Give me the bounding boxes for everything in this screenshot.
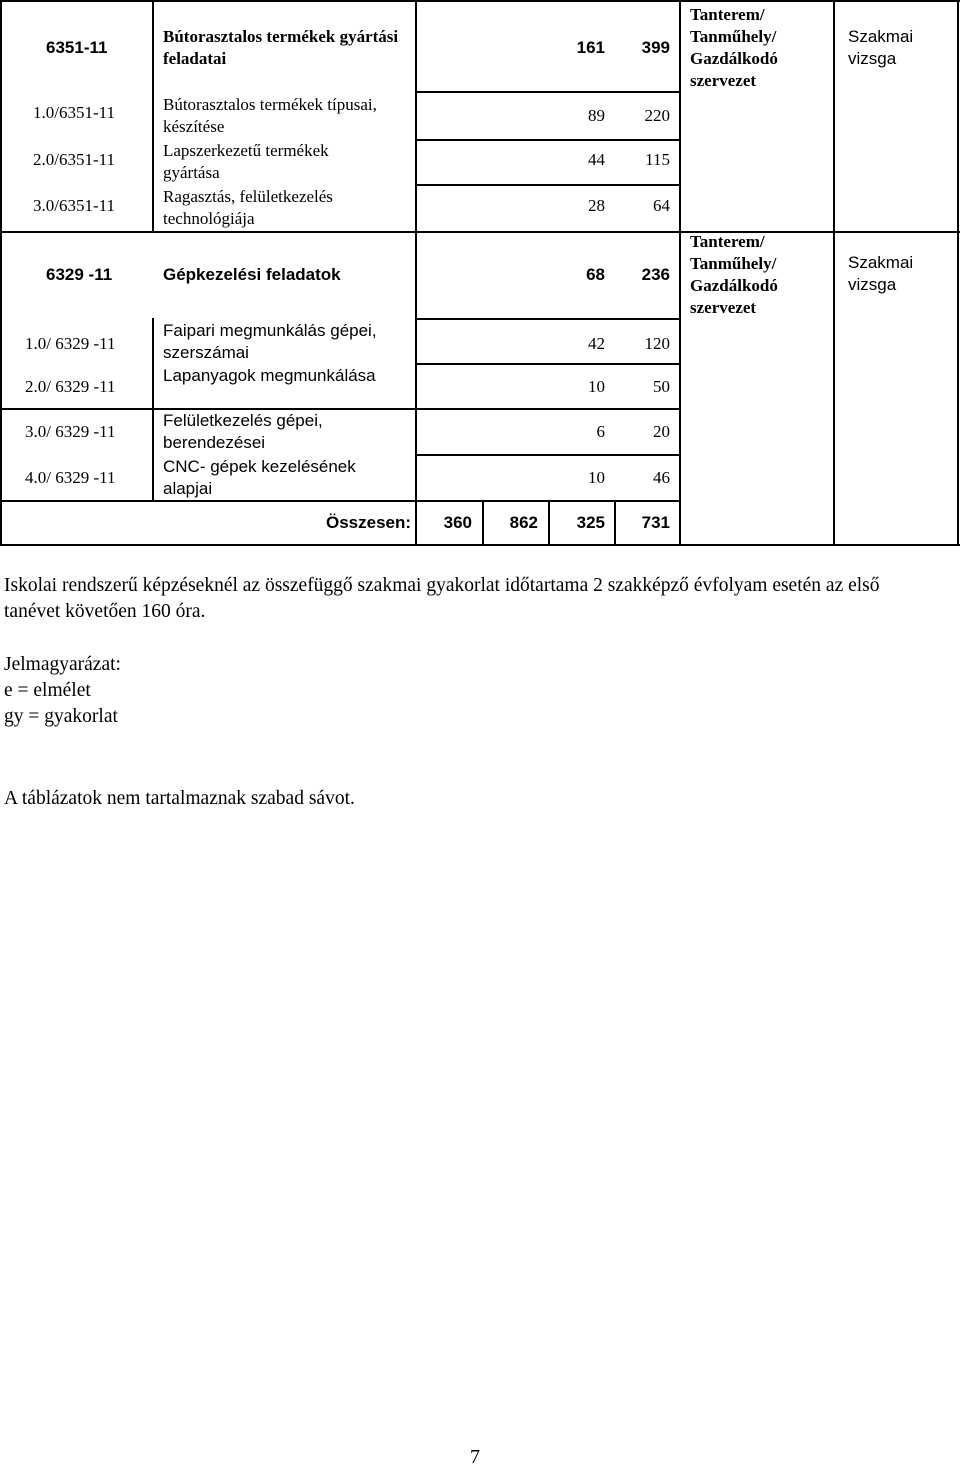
hours-value: 6 <box>596 422 605 441</box>
col-divider <box>614 500 616 546</box>
row-divider <box>415 363 681 365</box>
hours-value: 64 <box>653 196 670 215</box>
hours-value: 10 <box>588 377 605 396</box>
hours-value: 161 <box>576 38 605 57</box>
table-border-bottom <box>0 544 960 546</box>
legend-title: Jelmagyarázat: <box>4 654 121 675</box>
col-divider <box>548 500 550 546</box>
hours-value: 42 <box>588 334 605 353</box>
topic-code: 3.0/6351-11 <box>33 196 116 215</box>
row-divider <box>415 318 681 320</box>
module-title: Bútorasztalos termékek gyártási feladatai <box>163 27 399 68</box>
topic-title: CNC- gépek kezelésének alapjai <box>163 457 356 498</box>
hours-value: 28 <box>588 196 605 215</box>
topic-code: 2.0/6351-11 <box>33 150 116 169</box>
module-code: 6329 -11 <box>46 265 113 284</box>
hours-value: 44 <box>588 150 605 169</box>
hours-value: 46 <box>653 468 670 487</box>
topic-title: Ragasztás, felületkezelés technológiája <box>163 187 333 228</box>
row-divider <box>415 454 681 456</box>
total-value: 360 <box>443 513 472 532</box>
legend-theory: e = elmélet <box>4 680 91 701</box>
exam-text: Szakmai vizsga <box>848 253 914 294</box>
hours-value: 220 <box>644 106 670 125</box>
row-divider <box>415 91 681 93</box>
row-divider <box>415 184 681 186</box>
topic-code: 4.0/ 6329 -11 <box>25 468 116 487</box>
topic-title: Lapszerkezetű termékek gyártása <box>163 141 329 182</box>
hours-value: 236 <box>641 265 670 284</box>
module-title: Gépkezelési feladatok <box>163 265 341 284</box>
table-border-right <box>957 0 959 546</box>
total-label: Összesen: <box>326 513 412 532</box>
location-text: Tanterem/ Tanműhely/ Gazdálkodó szervezet <box>690 5 778 90</box>
hours-value: 115 <box>645 150 670 169</box>
total-value: 731 <box>641 513 670 532</box>
hours-value: 10 <box>588 468 605 487</box>
exam-text: Szakmai vizsga <box>848 27 914 68</box>
col-divider <box>152 318 154 500</box>
col-divider <box>833 0 835 546</box>
topic-title: Faipari megmunkálás gépei, szerszámai <box>163 321 377 362</box>
legend-practice: gy = gyakorlat <box>4 706 118 727</box>
topic-title: Felületkezelés gépei, berendezései <box>163 411 323 452</box>
hours-value: 68 <box>586 265 605 284</box>
topic-code: 1.0/ 6329 -11 <box>25 334 116 353</box>
hours-value: 50 <box>653 377 670 396</box>
page-number: 7 <box>470 1446 480 1468</box>
total-value: 325 <box>576 513 605 532</box>
row-divider <box>0 500 681 502</box>
table-border-top <box>0 0 960 2</box>
topic-title: Bútorasztalos termékek típusai, készítése <box>163 95 377 136</box>
hours-value: 89 <box>588 106 605 125</box>
location-text: Tanterem/ Tanműhely/ Gazdálkodó szervezet <box>690 232 778 317</box>
topic-title: Lapanyagok megmunkálása <box>163 366 376 385</box>
col-divider <box>482 500 484 546</box>
topic-code: 2.0/ 6329 -11 <box>25 377 116 396</box>
hours-value: 120 <box>644 334 670 353</box>
row-divider <box>415 139 681 141</box>
total-value: 862 <box>509 513 538 532</box>
topic-code: 3.0/ 6329 -11 <box>25 422 116 441</box>
free-band-note: A táblázatok nem tartalmaznak szabad sávot. <box>4 788 355 809</box>
hours-value: 399 <box>641 38 670 57</box>
col-divider <box>415 0 417 546</box>
col-divider <box>152 0 154 231</box>
col-divider <box>679 0 681 546</box>
module-code: 6351-11 <box>46 38 108 57</box>
hours-value: 20 <box>653 422 670 441</box>
table-border-left <box>0 0 2 546</box>
practice-paragraph: Iskolai rendszerű képzéseknél az összefüggő szakmai gyakorlat időtartama 2 szakképző évfolyam esetén az első tanévet követően 160 óra. <box>4 575 880 622</box>
topic-code: 1.0/6351-11 <box>33 103 116 122</box>
